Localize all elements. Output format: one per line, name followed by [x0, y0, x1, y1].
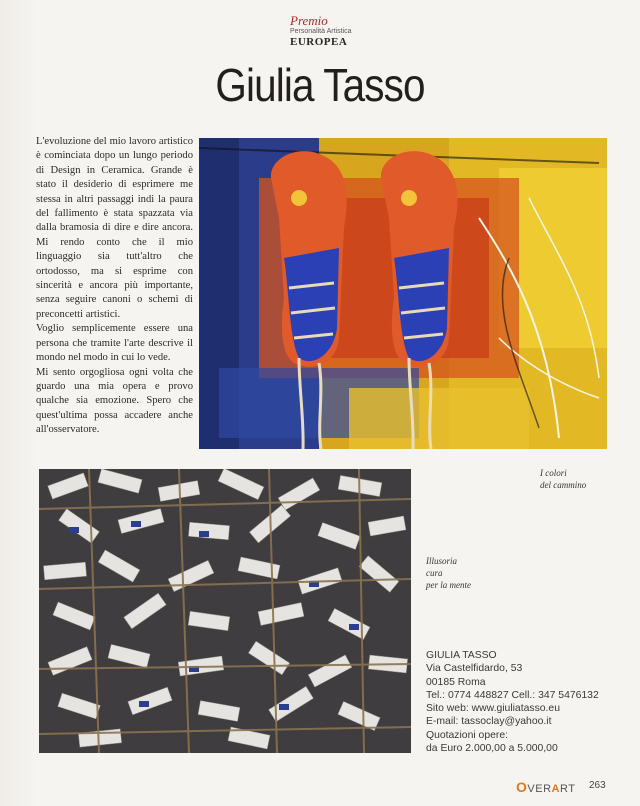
- page-number: 263: [589, 780, 606, 791]
- overart-logo: OVERART: [516, 779, 576, 795]
- paragraph-1: L'evoluzione del mio lavoro artistico è cominciata dopo un lungo periodo di Design in Ceramica. Grande è stato il desiderio di esprimere me stessa in altri passaggi indi la paura del fallimento è stata spazzata via dalla bramosia di dire e dire ancora. Mi rendo conto che il mio linguaggio sia tutt'altro che ortodosso, ma si esprime con sincerità e ancora più importante, senza seguire canoni o schemi di preconcetti artistici.: [36, 136, 193, 320]
- article-body: [36, 135, 193, 438]
- artwork-image-2: [39, 469, 411, 753]
- painting-shoes-illustration: [199, 138, 607, 449]
- artwork-caption-1: I colori del cammino: [540, 468, 587, 490]
- paragraph-3: Mi sento orgogliosa ogni volta che guardo una mia opera e provo qualche sia emozione. Spero che quest'ultima possa accadere anche all'osservatore.: [36, 366, 193, 436]
- award-name: EUROPEA: [290, 36, 348, 48]
- contact-address: Via Castelfidardo, 53: [426, 663, 523, 675]
- contact-quote-range: da Euro 2.000,00 a 5.000,00: [426, 743, 558, 755]
- paragraph-2: Voglio semplicemente essere una persona che tramite l'arte descrive il mondo nel modo in cui lo vede.: [36, 323, 193, 364]
- painting-tubes-illustration: [39, 469, 411, 753]
- page-title: Giulia Tasso: [215, 59, 425, 111]
- contact-quote-label: Quotazioni opere:: [426, 729, 509, 741]
- artwork-image-1: [199, 138, 607, 449]
- award-subtitle: Personalità Artistica: [290, 28, 352, 35]
- contact-block: [426, 649, 626, 755]
- contact-phone: Tel.: 0774 448827 Cell.: 347 5476132: [426, 689, 599, 701]
- award-logo: [290, 14, 370, 48]
- award-premio: Premio: [290, 13, 328, 28]
- contact-name: GIULIA TASSO: [426, 650, 497, 661]
- artwork-caption-2: Illusoria cura per la mente: [426, 556, 471, 590]
- contact-web: Sito web: www.giuliatasso.eu: [426, 703, 560, 715]
- contact-email: E-mail: tassoclay@yahoo.it: [426, 716, 552, 728]
- contact-city: 00185 Roma: [426, 676, 486, 688]
